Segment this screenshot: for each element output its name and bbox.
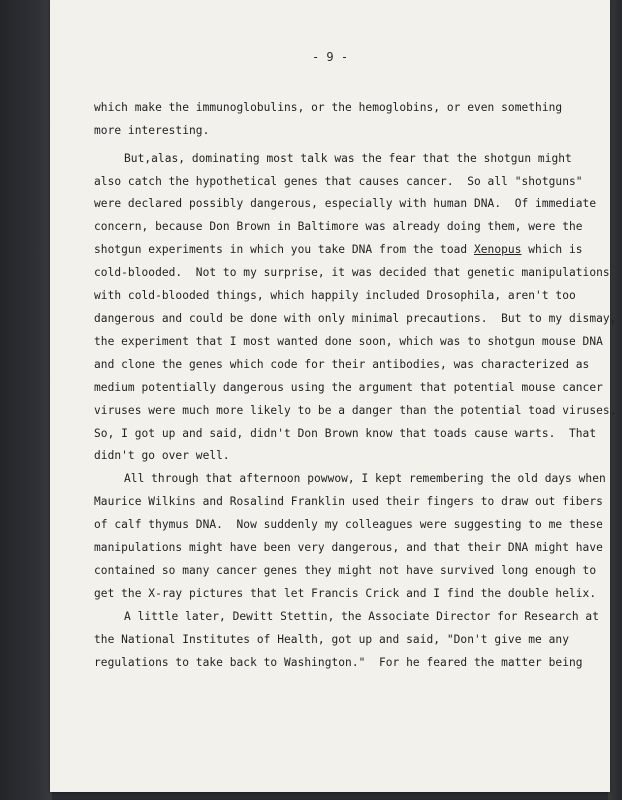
text-line: medium potentially dangerous using the argument that potential mouse cancer [94, 381, 603, 394]
text-line: All through that afternoon powwow, I kept remembering the old days when [124, 472, 606, 485]
text-line: with cold-blooded things, which happily included Drosophila, aren't too [94, 289, 576, 302]
text-line: the National Institutes of Health, got up and said, "Don't give me any [94, 633, 569, 646]
page-number: - 9 - [311, 50, 349, 64]
text-line: So, I got up and said, didn't Don Brown know that toads cause warts. That [94, 427, 597, 440]
text-line: concern, because Don Brown in Baltimore was already doing them, were the [94, 220, 583, 233]
text-line: Maurice Wilkins and Rosalind Franklin used their fingers to draw out fibers [94, 495, 603, 508]
text-line: didn't go over well. [94, 449, 230, 462]
scan-background-right [608, 0, 622, 800]
text-line: cold-blooded. Not to my surprise, it was decided that genetic manipulations [94, 266, 610, 279]
scan-background-left [0, 0, 52, 800]
text-line: more interesting. [94, 124, 210, 137]
text-line: viruses were much more likely to be a danger than the potential toad viruses. [94, 404, 617, 417]
text-line: regulations to take back to Washington." For he feared the matter being [94, 656, 583, 669]
text-line: were declared possibly dangerous, especially with human DNA. Of immediate [94, 197, 597, 210]
text-line: also catch the hypothetical genes that causes cancer. So all "shotguns" [94, 175, 583, 188]
typewritten-page [50, 0, 617, 792]
text-line: the experiment that I most wanted done soon, which was to shotgun mouse DNA [94, 335, 603, 348]
text-segment: which is [521, 243, 583, 256]
text-line: dangerous and could be done with only minimal precautions. But to my dismay, [94, 312, 617, 325]
text-segment: shotgun experiments in which you take DNA from the toad [94, 243, 474, 256]
text-line [94, 243, 583, 256]
text-line: and clone the genes which code for their antibodies, was characterized as [94, 358, 590, 371]
underlined-word: Xenopus [473, 243, 522, 256]
text-line: But,alas, dominating most talk was the fear that the shotgun might [124, 152, 572, 165]
text-line: manipulations might have been very dangerous, and that their DNA might have [94, 541, 603, 554]
text-line: which make the immunoglobulins, or the hemoglobins, or even something [94, 101, 563, 114]
text-line: of calf thymus DNA. Now suddenly my colleagues were suggesting to me these [94, 518, 603, 531]
text-line: get the X-ray pictures that let Francis Crick and I find the double helix. [94, 587, 597, 600]
text-line: contained so many cancer genes they might not have survived long enough to [94, 564, 597, 577]
text-line: A little later, Dewitt Stettin, the Associate Director for Research at [124, 610, 599, 623]
